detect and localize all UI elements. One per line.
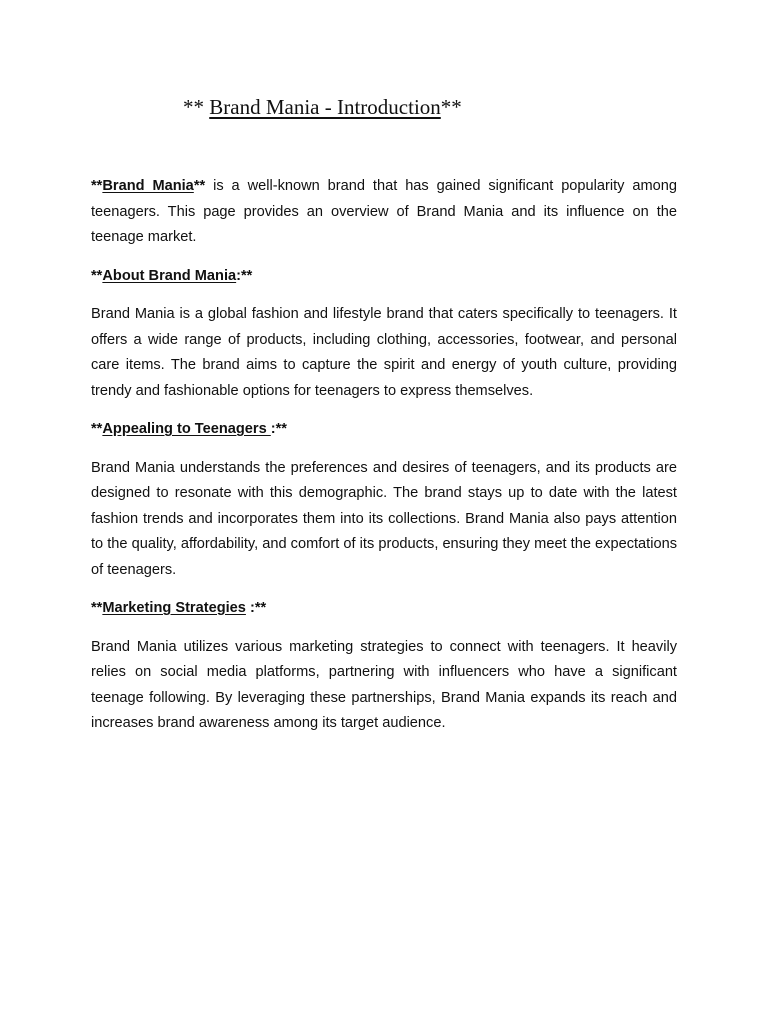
- heading-text: Marketing Strategies: [102, 600, 246, 616]
- title-prefix: **: [183, 95, 210, 119]
- intro-brand-name: Brand Mania: [102, 178, 194, 194]
- title-suffix: **: [440, 95, 462, 119]
- section-body-marketing: Brand Mania utilizes various marketing strategies to connect with teenagers. It heavily relies on social media platforms, partnering with influencers who have a significant teenage following. By leveraging these partnerships, Brand Mania expands its reach and increases brand awareness among its target audience.: [91, 638, 677, 731]
- page-title: [183, 93, 462, 121]
- heading-prefix: **: [91, 600, 103, 616]
- intro-text: is a well-known brand that has gained significant popularity among teenagers. This page provides an overview of Brand Mania and its influence on the teenage market.: [91, 178, 678, 245]
- section-heading-about: [91, 264, 677, 290]
- document-body: [91, 174, 677, 750]
- heading-suffix: :**: [270, 421, 287, 437]
- section-body-about: Brand Mania is a global fashion and lifestyle brand that caters specifically to teenagers. It offers a wide range of products, including clothing, accessories, footwear, and personal care items. The brand aims to capture the spirit and energy of youth culture, providing trendy and fashionable options for teenagers to express themselves.: [91, 306, 677, 399]
- heading-text: About Brand Mania: [102, 267, 237, 284]
- title-text: Brand Mania - Introduction: [209, 95, 441, 119]
- heading-prefix: **: [91, 421, 103, 437]
- section-heading-appealing: [91, 417, 677, 443]
- intro-paragraph: [91, 174, 677, 251]
- heading-suffix: :**: [245, 600, 267, 616]
- section-heading-marketing: [91, 596, 677, 622]
- section-body-appealing: Brand Mania understands the preferences and desires of teenagers, and its products are designed to resonate with this demographic. The brand stays up to date with the latest fashion trends and incorporates them into its collections. Brand Mania also pays attention to the quality, affordability, and comfort of its products, ensuring they meet the expectations of teenagers.: [91, 459, 677, 578]
- intro-bold-prefix: **: [91, 178, 103, 194]
- heading-prefix: **: [91, 267, 103, 284]
- intro-bold-suffix: **: [193, 178, 206, 194]
- heading-text: Appealing to Teenagers: [102, 421, 271, 437]
- heading-suffix: :**: [236, 267, 253, 284]
